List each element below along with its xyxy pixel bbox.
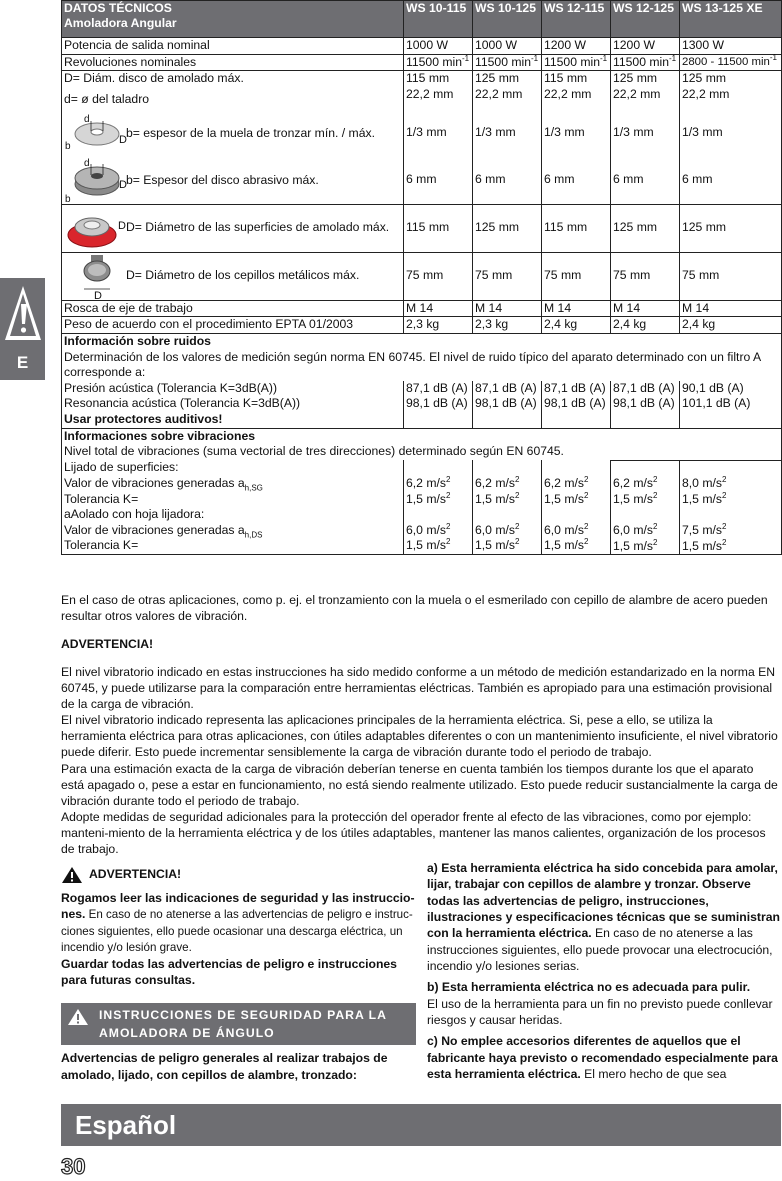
exponent: -1: [462, 53, 470, 63]
cell: 1200 W: [611, 38, 680, 55]
cell: 2,4 kg: [680, 317, 782, 334]
cell: [473, 381, 542, 428]
tolerance-label: Tolerancia K=: [64, 538, 139, 553]
table-row: [62, 300, 782, 317]
table-title-line1: DATOS TÉCNICOS: [64, 1, 172, 15]
cell: [542, 111, 611, 158]
subscript: h,DS: [244, 530, 263, 540]
cell-value: 1,5 m/s: [406, 491, 446, 506]
exponent: 2: [652, 522, 658, 532]
cell: 1200 W: [542, 38, 611, 55]
cell-value: 1,5 m/s: [475, 491, 515, 506]
cell: [611, 252, 680, 300]
language-side-tab: [0, 278, 45, 380]
cell-value: 6,0 m/s: [544, 522, 584, 537]
row-label: [62, 71, 404, 111]
cell-value: 75 mm: [544, 267, 582, 282]
cell-value: 125 mm: [613, 219, 658, 234]
warning-triangle-icon: [4, 284, 42, 344]
cell: [473, 460, 542, 555]
exponent: 2: [583, 474, 589, 484]
cell-value: 115 mm: [406, 219, 450, 234]
cell: [404, 252, 473, 300]
cell-value: 115 mm: [544, 219, 588, 234]
cell-value: 1/3 mm: [613, 124, 654, 139]
paragraph: Adopte medidas de seguridad adicionales para la protección del operador frente al efecto de las vibraciones, como por ejemplo: manteni-miento de la herramienta eléctrica y de los útiles adaptables, mantener las manos calientes, organización de los procesos de trabajo.: [61, 809, 766, 857]
cell-value: 11500 min: [613, 54, 670, 69]
item-c: [427, 1033, 781, 1082]
cell-value: 125 mm: [475, 219, 520, 234]
vibration-description: Nivel total de vibraciones (suma vectorial de tres direcciones) determinado según EN 60745.: [64, 444, 564, 459]
cell-value: 125 mm: [613, 71, 658, 86]
cell-value: 75 mm: [475, 267, 513, 282]
bold-text: Rogamos leer las indicaciones de seguridad y las instruccio-nes.: [61, 891, 415, 922]
wire-brush-icon: [64, 253, 126, 302]
body-text: En caso de no atenerse a las instrucciones siguientes, ello puede provocar una electrocución, incendio y/o lesiones serias.: [427, 926, 773, 974]
svg-text:D: D: [119, 178, 127, 191]
cell: [542, 460, 611, 555]
exponent: 2: [583, 521, 589, 531]
cell-value: 2800 - 11500 min: [682, 55, 770, 68]
cell: [611, 158, 680, 205]
brush-diameter-label: D= Diámetro de los cepillos metálicos máx.: [126, 267, 360, 282]
sanding-sheet-label: aAolado con hoja lijadora:: [64, 507, 205, 522]
cell: [611, 460, 680, 555]
cell: [542, 158, 611, 205]
cell: [542, 204, 611, 252]
cell-value: 11500 min: [475, 54, 532, 69]
cell-value: 6,2 m/s: [475, 475, 515, 490]
cell: [611, 71, 680, 111]
cell-value: 1/3 mm: [475, 124, 516, 139]
cell-value: 125 mm: [475, 71, 520, 86]
cell-value: 125 mm: [682, 219, 727, 234]
cell-value: 87,1 dB (A): [475, 380, 537, 395]
cell-value: 6,2 m/s: [406, 475, 446, 490]
cell: M 14: [611, 300, 680, 317]
label-text: Valor de vibraciones generadas a: [64, 522, 245, 537]
cell: [611, 111, 680, 158]
exponent: 2: [445, 474, 451, 484]
noise-description: Determinación de los valores de medición según norma EN 60745. El nivel de ruido típico del aparato determinado con un filtro A corresponde a:: [64, 349, 761, 380]
cell-value: 1,5 m/s: [544, 491, 584, 506]
cell-value: 6 mm: [475, 171, 506, 186]
cell: [404, 381, 473, 428]
cell-value: 22,2 mm: [475, 86, 523, 101]
hearing-protection-note: Usar protectores auditivos!: [64, 411, 223, 426]
cell-value: 22,2 mm: [613, 86, 661, 101]
cell: [404, 158, 473, 205]
table-row: [62, 71, 782, 111]
paragraph: El nivel vibratorio indicado representa las aplicaciones principales de la herramienta eléctrica. Si, pese a ello, se utiliza la herramienta eléctrica para otras aplicaciones, con útiles adaptables diferentes o con un mantenimiento insuficiente, el nivel vibratorio puede diferir. Esto puede incrementar sensiblemente la carga de vibración durante todo el periodo de trabajo.: [61, 713, 778, 760]
row-label: Potencia de salida nominal: [62, 38, 404, 55]
exponent: 2: [652, 475, 658, 485]
cell: 2,4 kg: [542, 317, 611, 334]
cell: M 14: [680, 300, 782, 317]
vib-value-label-ds: [64, 523, 401, 539]
cell-value: 1/3 mm: [682, 124, 723, 139]
exponent: 2: [514, 490, 520, 500]
cell: [680, 252, 782, 300]
exponent: 2: [721, 490, 727, 500]
right-column: [427, 860, 781, 1082]
cell: [473, 71, 542, 111]
cell-value: 125 mm: [682, 71, 727, 86]
svg-text:D: D: [119, 133, 127, 146]
exponent: 2: [445, 490, 451, 500]
cell: [473, 158, 542, 205]
vibration-header-cell: [62, 428, 782, 460]
cell: 1300 W: [680, 38, 782, 55]
cell: [680, 111, 782, 158]
cell: [404, 204, 473, 252]
svg-text:d: d: [84, 113, 90, 125]
cell-value: 11500 min: [406, 54, 463, 69]
cell-value: 6 mm: [682, 171, 713, 186]
table-row: [62, 317, 782, 334]
cell: [680, 158, 782, 205]
warning-triangle-icon: [61, 866, 83, 884]
cell: 2,4 kg: [611, 317, 680, 334]
keep-instructions-paragraph: Guardar todas las advertencias de peligro e instrucciones para futuras consultas.: [61, 956, 397, 988]
cell-value: 98,1 dB (A): [406, 396, 468, 411]
cell-value: 87,1 dB (A): [406, 380, 468, 395]
pressure-label: Presión acústica (Tolerancia K=3dB(A)): [64, 380, 278, 395]
row-label: [62, 252, 404, 300]
row-label: Revoluciones nominales: [62, 54, 404, 71]
subscript: h,SG: [244, 483, 263, 493]
cell-value: 115 mm: [544, 71, 588, 86]
cell: [611, 54, 680, 71]
bore-label: d= ø del taladro: [64, 91, 150, 106]
paragraph: Para una estimación exacta de la carga de vibración deberían tenerse en cuenta también los tiempos durante los que el aparato está apagado o, pese a estar en funcionamiento, no está siendo realmente utilizado. Esto puede reducir sustancialmente la carga de vibración durante todo el periodo de trabajo.: [61, 761, 778, 808]
cell-value: 22,2 mm: [682, 86, 730, 101]
vibration-title: Informaciones sobre vibraciones: [64, 428, 256, 443]
cell-value: 6,0 m/s: [406, 522, 446, 537]
exponent: -1: [669, 53, 677, 63]
cell-value: 1,5 m/s: [682, 492, 722, 507]
cell-value: 6 mm: [544, 171, 575, 186]
cell: [680, 71, 782, 111]
cell-value: 75 mm: [682, 267, 720, 282]
language-letter: E: [16, 352, 29, 372]
svg-text:b: b: [65, 193, 71, 205]
label-text: Valor de vibraciones generadas a: [64, 475, 245, 490]
cell-value: 1/3 mm: [406, 124, 447, 139]
item-b-heading: b) Esta herramienta eléctrica no es adecuada para pulir.: [427, 980, 751, 995]
exponent: 2: [721, 475, 727, 485]
cell-value: 75 mm: [406, 267, 444, 282]
cell: [542, 252, 611, 300]
grinding-disc-icon: [64, 158, 126, 204]
table-row: [62, 381, 782, 428]
cell: [473, 204, 542, 252]
cell: [542, 71, 611, 111]
cell: [473, 252, 542, 300]
cell-value: 1,5 m/s: [682, 538, 722, 553]
table-row: [62, 460, 782, 555]
cell-value: 6,0 m/s: [613, 523, 653, 538]
noise-header-cell: [62, 333, 782, 380]
cell-value: 87,1 dB (A): [613, 380, 675, 395]
tolerance-label: Tolerancia K=: [64, 491, 139, 506]
row-label: [62, 460, 404, 555]
table-title-line2: Amoladora Angular: [64, 16, 177, 31]
other-applications-paragraph: En el caso de otras aplicaciones, como p. ej. el tronzamiento con la muela o el esmerilado con cepillo de alambre de acero pueden resultar otros valores de vibración.: [61, 593, 768, 624]
technical-data-table: [61, 0, 782, 555]
language-bar: Español: [61, 1104, 781, 1146]
cell-value: 22,2 mm: [544, 86, 592, 101]
cell-value: 1/3 mm: [544, 124, 585, 139]
disc-diameter-label: D= Diám. disco de amolado máx.: [64, 71, 244, 86]
row-label: [62, 381, 404, 428]
cell-value: 98,1 dB (A): [544, 396, 606, 411]
item-a: [427, 860, 781, 974]
paragraph: El nivel vibratorio indicado en estas instrucciones ha sido medido conforme a un método de medición estandarizado en la norma EN 60745, y puede utilizarse para la comparación entre herramientas eléctricas. También es apropiado para una estimación provisional de la carga de vibración.: [61, 665, 776, 712]
cell: 1000 W: [473, 38, 542, 55]
table-header-row: [62, 1, 782, 38]
exponent: 2: [721, 522, 727, 532]
cell-value: 6 mm: [406, 171, 437, 186]
table-row: [62, 158, 782, 205]
safety-heading-text: INSTRUCCIONES DE SEGURIDAD PARA LA AMOLADORA DE ÁNGULO: [99, 1007, 387, 1040]
table-row: [62, 38, 782, 55]
exponent: 2: [583, 537, 589, 547]
table-row: [62, 54, 782, 71]
table-title: [62, 1, 404, 38]
cell-value: 6 mm: [613, 171, 644, 186]
sanding-label: Lijado de superficies:: [64, 460, 179, 475]
cell-value: 8,0 m/s: [682, 476, 722, 491]
cell-value: 98,1 dB (A): [613, 396, 675, 411]
cell-value: 6,2 m/s: [613, 476, 653, 491]
cell: [542, 381, 611, 428]
cell: [404, 111, 473, 158]
model-header: WS 13-125 XE: [680, 1, 782, 38]
vibration-section: [62, 428, 782, 460]
model-header: WS 12-125: [611, 1, 680, 38]
grinding-thickness-label: b= Espesor del disco abrasivo máx.: [126, 172, 319, 187]
svg-text:D: D: [94, 289, 102, 302]
sanding-disc-icon: [64, 205, 126, 251]
cell-value: 98,1 dB (A): [475, 396, 537, 411]
table-row: [62, 204, 782, 252]
exponent: 2: [445, 537, 451, 547]
bold-text: a) Esta herramienta eléctrica ha sido concebida para amolar, lijar, trabajar con cepillos de alambre y tronzar. Observe todas las advertencias de peligro, instrucciones, ilustraciones y especificaciones técnicas que se suministran con la herramienta eléctrica.: [427, 861, 780, 941]
cell: [680, 204, 782, 252]
cell: 2,3 kg: [473, 317, 542, 334]
table-row: [62, 111, 782, 158]
resonance-label: Resonancia acústica (Tolerancia K=3dB(A)): [64, 396, 301, 411]
cell-value: 1,5 m/s: [613, 492, 653, 507]
exponent: 2: [652, 490, 658, 500]
model-header: WS 10-115: [404, 1, 473, 38]
svg-text:D: D: [118, 219, 126, 232]
row-label: [62, 158, 404, 205]
table-row: [62, 252, 782, 300]
cell-value: 75 mm: [613, 267, 651, 282]
warning-triangle-icon: [67, 1008, 89, 1026]
exponent: 2: [514, 537, 520, 547]
cell-value: 6,0 m/s: [475, 522, 515, 537]
general-warnings-paragraph: Advertencias de peligro generales al realizar trabajos de amolado, lijado, con cepillos de alambre, tronzado:: [61, 1051, 388, 1082]
model-header: WS 12-115: [542, 1, 611, 38]
cell-value: 11500 min: [544, 54, 601, 69]
cell: [680, 381, 782, 428]
cell-value: 101,1 dB (A): [682, 396, 751, 411]
cell-value: 1,5 m/s: [475, 538, 515, 553]
exponent: 2: [652, 537, 658, 547]
warning-title: ADVERTENCIA!: [89, 867, 182, 882]
row-label: Peso de acuerdo con el procedimiento EPTA 01/2003: [62, 317, 404, 334]
exponent: -1: [531, 53, 539, 63]
noise-section: [62, 333, 782, 380]
cell: [404, 54, 473, 71]
warning-title-line: [61, 866, 416, 884]
row-label: [62, 111, 404, 158]
cutting-thickness-label: b= espesor de la muela de tronzar mín. / máx.: [126, 125, 375, 140]
svg-text:d: d: [84, 157, 90, 169]
cell: [680, 54, 782, 71]
cell: [542, 54, 611, 71]
exponent: 2: [514, 474, 520, 484]
cell-value: 22,2 mm: [406, 86, 454, 101]
noise-title: Información sobre ruidos: [64, 333, 211, 348]
read-instructions-paragraph: [61, 890, 416, 956]
model-header: WS 10-125: [473, 1, 542, 38]
exponent: 2: [514, 521, 520, 531]
exponent: 2: [445, 521, 451, 531]
cell: [611, 381, 680, 428]
bold-text: c) No emplee accesorios diferentes de aquellos que el fabricante haya previsto o recomendado especialmente para esta herramienta eléctrica.: [427, 1034, 778, 1082]
cell-value: 1,5 m/s: [544, 538, 584, 553]
svg-text:b: b: [65, 140, 71, 152]
exponent: 2: [721, 537, 727, 547]
cell-value: 87,1 dB (A): [544, 380, 606, 395]
cell: M 14: [473, 300, 542, 317]
cell: [473, 54, 542, 71]
left-column: [61, 866, 416, 1083]
vibration-warning-text: [61, 664, 779, 857]
body-text: El mero hecho de que sea: [580, 1067, 727, 1082]
row-label: [62, 204, 404, 252]
cell: [680, 460, 782, 555]
cell: M 14: [404, 300, 473, 317]
cell: 2,3 kg: [404, 317, 473, 334]
cell-value: 7,5 m/s: [682, 523, 722, 538]
cell: [404, 460, 473, 555]
exponent: -1: [600, 53, 608, 63]
row-label: Rosca de eje de trabajo: [62, 300, 404, 317]
item-b-text: El uso de la herramienta para un fin no previsto puede conllevar riesgos y causar heridas.: [427, 996, 773, 1028]
cell-value: 90,1 dB (A): [682, 380, 744, 395]
exponent: -1: [769, 52, 777, 62]
cell: [473, 111, 542, 158]
sanding-diameter-label: D= Diámetro de las superficies de amolado máx.: [126, 219, 390, 234]
warning-heading: ADVERTENCIA!: [61, 637, 154, 651]
cell-value: 115 mm: [406, 71, 450, 86]
cell: [404, 71, 473, 111]
vib-value-label-sg: [64, 476, 401, 492]
cell-value: 6,2 m/s: [544, 475, 584, 490]
cell-value: 1,5 m/s: [613, 538, 653, 553]
cell: 1000 W: [404, 38, 473, 55]
page-number: 30: [61, 1154, 86, 1179]
safety-instructions-heading: [61, 1003, 416, 1046]
exponent: 2: [583, 490, 589, 500]
cutting-disc-icon: [64, 111, 126, 157]
cell: [611, 204, 680, 252]
body-text: En caso de no atenerse a las advertencias de peligro e instruc-ciones siguientes, ello puede ocasionar una descarga eléctrica, un incendio y/o lesión grave.: [61, 908, 413, 955]
cell: M 14: [542, 300, 611, 317]
cell-value: 1,5 m/s: [406, 538, 446, 553]
